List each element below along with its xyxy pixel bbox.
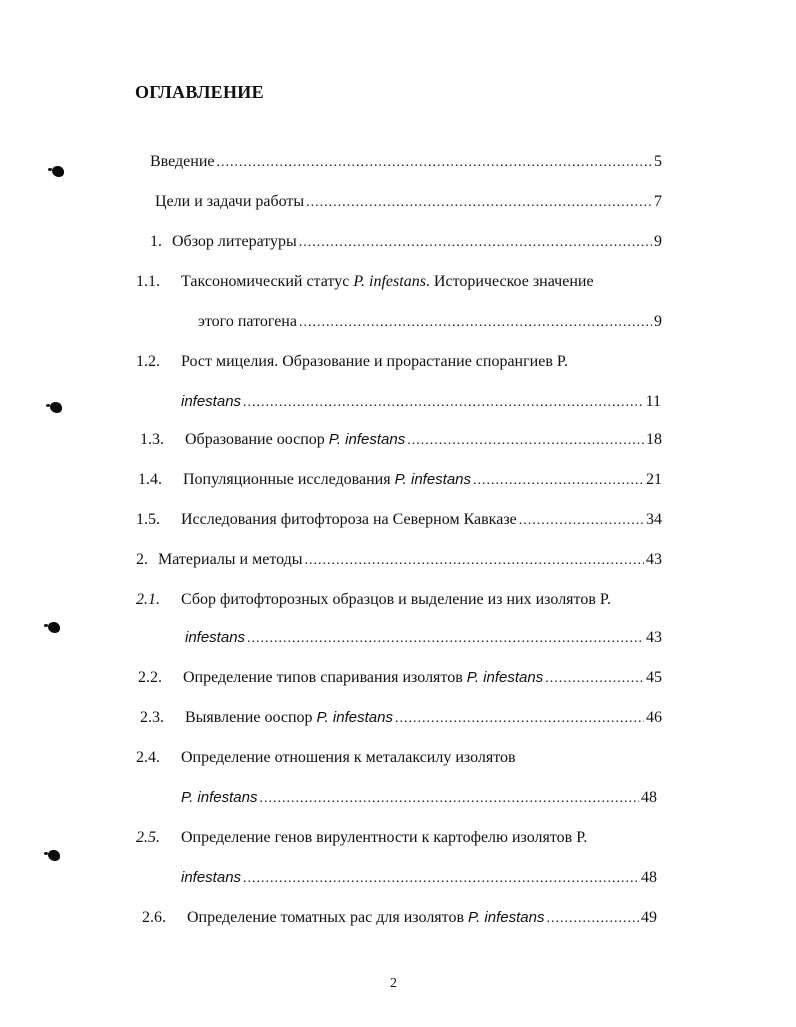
toc-entry-text: Материалы и методы [158, 551, 303, 568]
toc-page-number: 46 [646, 709, 662, 726]
toc-entry [150, 230, 662, 254]
toc-number: 2. [136, 551, 148, 568]
toc-entry-continued [185, 626, 662, 650]
leader-dots [519, 509, 644, 532]
toc-number: 1.1. [136, 273, 160, 290]
toc-entry-text: Цели и задачи работы [155, 193, 305, 210]
toc-entry [136, 350, 666, 374]
species-name: infestans [185, 629, 246, 646]
toc-page-number: 5 [654, 153, 662, 170]
leader-dots [217, 151, 653, 174]
species-name: P. infestans [353, 273, 426, 290]
toc-number: 2.2. [138, 669, 162, 686]
species-name: P. infestans [468, 909, 545, 926]
toc-entry [136, 746, 666, 770]
toc-number: 1.5. [136, 511, 160, 528]
toc-number: 2.4. [136, 749, 160, 766]
toc-entry-text: Таксономический статус [181, 273, 354, 290]
toc-entry [136, 508, 662, 532]
toc-entry [155, 190, 662, 214]
toc-entry [138, 468, 662, 492]
leader-dots [259, 787, 639, 810]
toc-entry-text: Рост мицелия. Образование и прорастание спорангиев P. [181, 353, 569, 370]
toc-page-number: 18 [646, 431, 662, 448]
leader-dots [407, 429, 644, 452]
toc-page-number: 9 [654, 233, 662, 250]
toc-entry-continued [181, 866, 657, 890]
toc-entry-text: Определение генов вирулентности к картофелю изолятов P. [181, 829, 588, 846]
toc-entry-continued [181, 786, 657, 810]
leader-dots [305, 549, 644, 572]
species-name: P. infestans [181, 789, 258, 806]
leader-dots [545, 667, 644, 690]
toc-page-number: 49 [641, 909, 657, 926]
toc-number: 2.6. [142, 909, 166, 926]
species-name: P. infestans [328, 431, 406, 448]
toc-page-number: 48 [641, 789, 657, 806]
toc-entry-continued [181, 390, 661, 414]
leader-dots [243, 391, 644, 414]
leader-dots [546, 907, 639, 930]
toc-number: 1. [150, 233, 162, 250]
toc-entry-text: . Историческое значение [425, 273, 594, 290]
page-title: ОГЛАВЛЕНИЕ [135, 82, 264, 102]
toc-number: 1.4. [138, 471, 162, 488]
toc-entry [140, 706, 662, 730]
toc-entry-text: Сбор фитофторозных образцов и выделение из них изолятов P. [181, 591, 611, 608]
toc-page-number: 11 [645, 393, 661, 410]
page-number-footer: 2 [390, 976, 397, 991]
toc-entry-continued [198, 310, 662, 334]
toc-page-number: 21 [646, 471, 662, 488]
toc-entry-text: Определение отношения к металаксилу изолятов [181, 749, 516, 766]
toc-number: 2.3. [140, 709, 164, 726]
toc-entry-text: Введение [150, 153, 215, 170]
toc-number: 1.2. [136, 353, 160, 370]
leader-dots [395, 707, 644, 730]
toc-entry-text: Образование ооспор [185, 431, 325, 448]
toc-entry [136, 588, 666, 612]
toc-entry-text: Популяционные исследования [183, 471, 391, 488]
toc-entry [140, 428, 662, 452]
toc-entry [142, 906, 657, 930]
toc-entry-text: Обзор литературы [172, 233, 297, 250]
toc-page-number: 43 [646, 551, 662, 568]
toc-entry-text: Выявление ооспор [185, 709, 313, 726]
scan-mark [48, 622, 60, 633]
toc-entry [150, 150, 662, 174]
leader-dots [299, 311, 652, 334]
leader-dots [306, 191, 652, 214]
leader-dots [299, 231, 652, 254]
leader-dots [247, 627, 644, 650]
toc-page-number: 9 [654, 313, 662, 330]
species-name: P. infestans [316, 709, 393, 726]
toc-page-number: 7 [654, 193, 662, 210]
toc-entry [136, 270, 666, 294]
leader-dots [243, 867, 639, 890]
toc-entry [136, 826, 666, 850]
toc-number: 1.3. [140, 431, 164, 448]
toc-number: 2.5. [136, 829, 160, 846]
toc-entry [136, 548, 662, 572]
species-name: P. infestans [394, 471, 472, 488]
species-name: infestans [181, 393, 242, 410]
scan-mark [48, 850, 60, 861]
toc-page-number: 45 [646, 669, 662, 686]
toc-entry-text: Определение типов спаривания изолятов [183, 669, 463, 686]
scan-mark [50, 402, 62, 413]
toc-page-number: 43 [646, 629, 662, 646]
scan-mark [52, 166, 64, 177]
toc-page-number: 48 [641, 869, 657, 886]
toc-number: 2.1. [136, 591, 160, 608]
toc-entry [138, 666, 662, 690]
species-name: infestans [181, 869, 242, 886]
toc-page-number: 34 [646, 511, 662, 528]
toc-entry-text: Исследования фитофтороза на Северном Кавказе [181, 511, 517, 528]
toc-entry-text: этого патогена [198, 313, 297, 330]
toc-entry-text: Определение томатных рас для изолятов [187, 909, 464, 926]
leader-dots [473, 469, 644, 492]
species-name: P. infestans [466, 669, 544, 686]
